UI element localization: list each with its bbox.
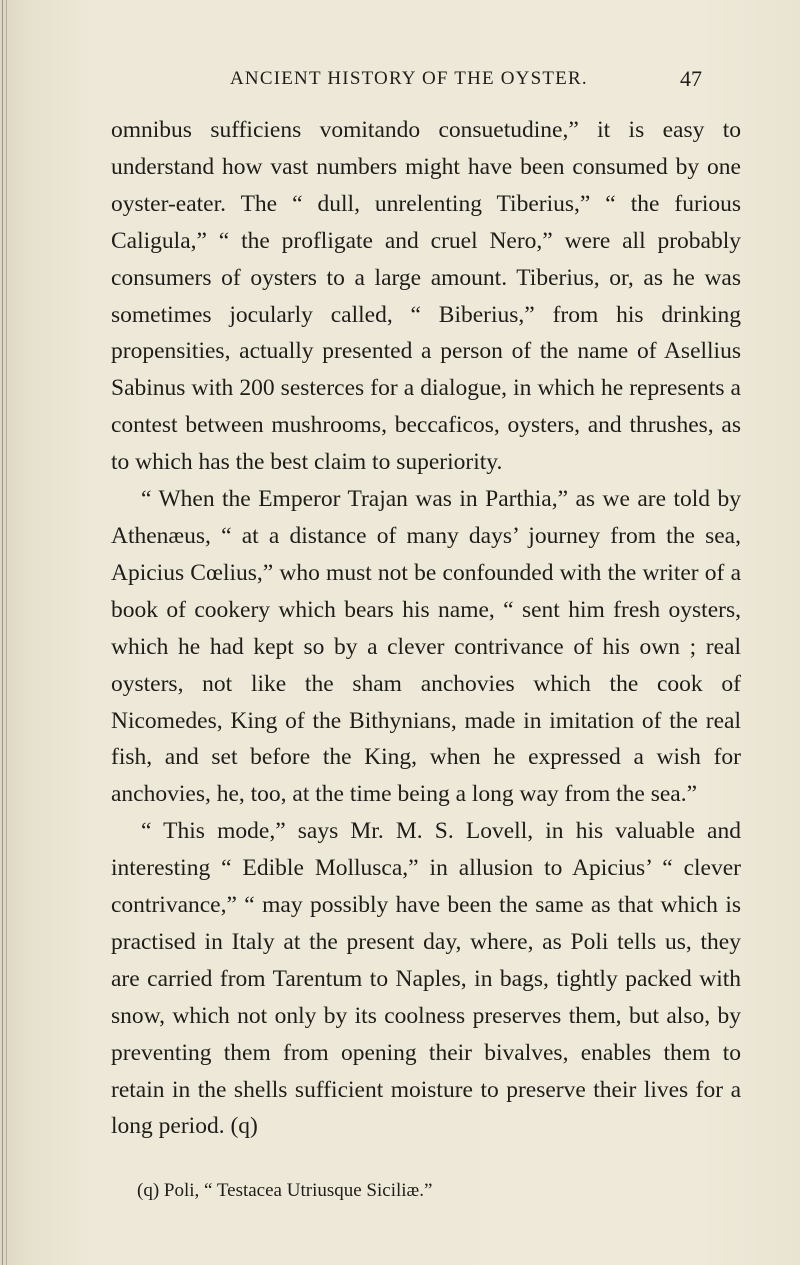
paragraph-1: omnibus sufficiens vomitando consuetudine,” it is easy to understand how vast numbers might have been consumed by one oyster-eater. The “ dull, unrelenting Tiberius,” “ the furious Caligula,” “ the profligate and cruel Nero,” were all probably consumers of oysters to a large amount. Tiberius, or, as he was sometimes jocularly called, “ Biberius,” from his drinking propensities, actually presented a person of the name of Asellius Sabinus with 200 sesterces for a dialogue, in which he represents a contest between mushrooms, beccaficos, oysters, and thrushes, as to which has the best claim to superiority. bbox=[111, 117, 741, 476]
page-number: 47 bbox=[680, 66, 702, 91]
running-head: ANCIENT HISTORY OF THE OYSTER. bbox=[230, 68, 588, 89]
gutter-edge-line bbox=[2, 0, 3, 1265]
page-header bbox=[0, 68, 800, 98]
footnote: (q) Poli, “ Testacea Utriusque Siciliæ.” bbox=[137, 1180, 433, 1201]
gutter-edge-line-inner bbox=[6, 0, 7, 1265]
paragraph-3: “ This mode,” says Mr. M. S. Lovell, in his valuable and interesting “ Edible Mollusca,” in allusion to Apicius’ “ clever contrivance,” “ may possibly have been the same as that which is practised in Italy at the present day, where, as Poli tells us, they are carried from Tarentum to Naples, in bags, tightly packed with snow, which not only by its coolness preserves them, but also, by preventing them from opening their bivalves, enables them to retain in the shells sufficient moisture to preserve their lives for a long period. (q) bbox=[111, 818, 741, 1140]
body-text bbox=[111, 112, 741, 1145]
paragraph-2: “ When the Emperor Trajan was in Parthia,” as we are told by Athenæus, “ at a distance of many days’ journey from the sea, Apicius Cœlius,” who must not be confounded with the writer of a book of cookery which bears his name, “ sent him fresh oysters, which he had kept so by a clever contrivance of his own ; real oysters, not like the sham anchovies which the cook of Nicomedes, King of the Bithynians, made in imitation of the real fish, and set before the King, when he expressed a wish for anchovies, he, too, at the time being a long way from the sea.” bbox=[111, 486, 741, 808]
